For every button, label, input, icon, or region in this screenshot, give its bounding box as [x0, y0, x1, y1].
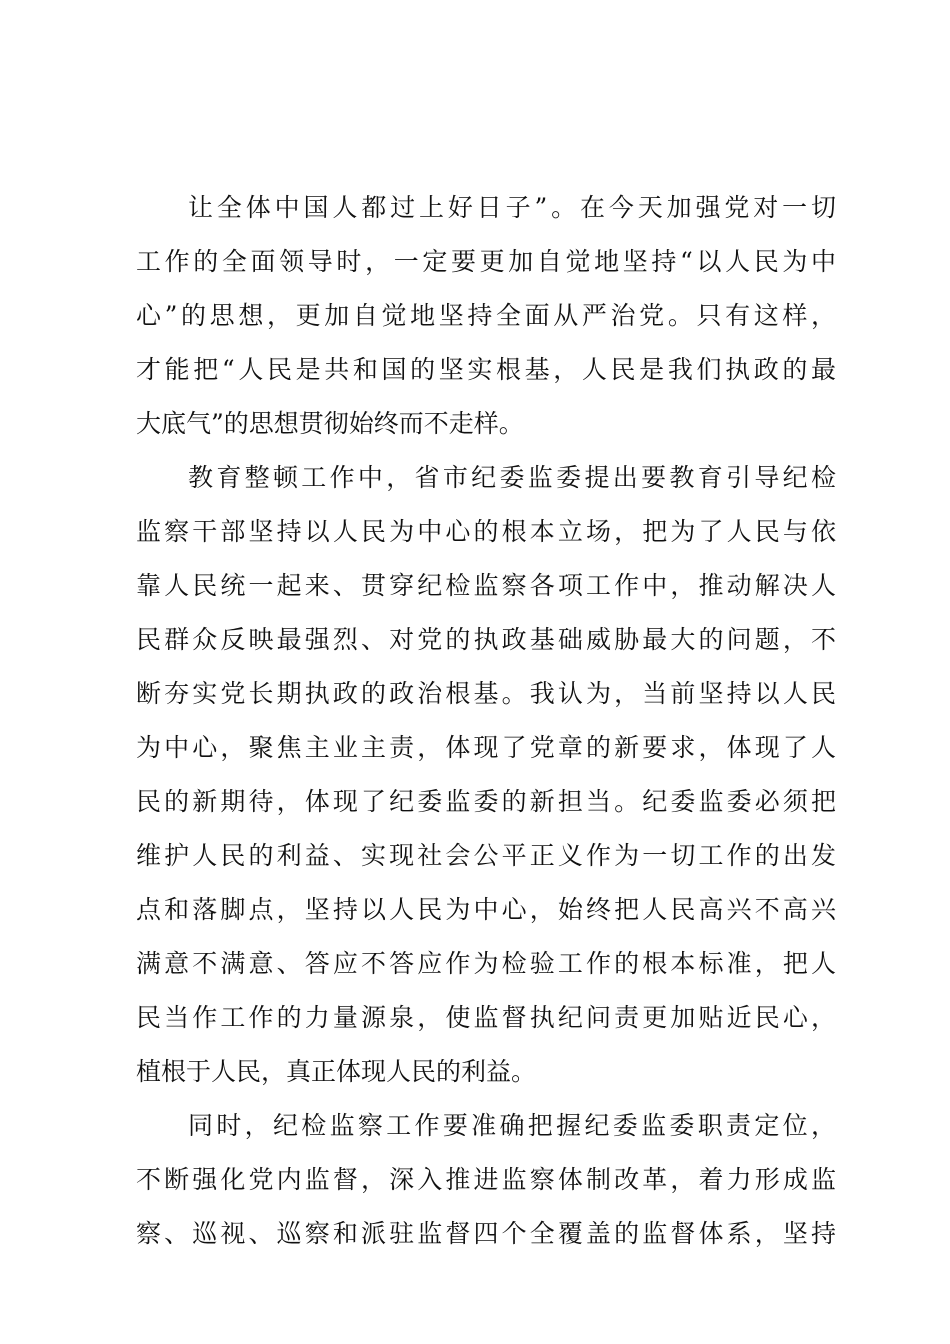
text-line: 才能把“人民是共和国的坚实根基，人民是我们执政的最 [136, 355, 836, 384]
text-line: 满意不满意、答应不答应作为检验工作的根本标准，把人 [136, 949, 836, 978]
text-line: 民的新期待，体现了纪委监委的新担当。纪委监委必须把 [136, 787, 836, 816]
text-line: 点和落脚点，坚持以人民为中心，始终把人民高兴不高兴 [136, 895, 836, 924]
text-line: 为中心，聚焦主业主责，体现了党章的新要求，体现了人 [136, 733, 836, 762]
text-line: 心”的思想，更加自觉地坚持全面从严治党。只有这样， [136, 301, 836, 330]
text-line: 民群众反映最强烈、对党的执政基础威胁最大的问题，不 [136, 625, 836, 654]
text-line: 不断强化党内监督，深入推进监察体制改革，着力形成监 [136, 1165, 836, 1194]
text-line: 监察干部坚持以人民为中心的根本立场，把为了人民与依 [136, 517, 836, 546]
text-line: 工作的全面领导时，一定要更加自觉地坚持“以人民为中 [136, 247, 836, 276]
text-line: 察、巡视、巡察和派驻监督四个全覆盖的监督体系，坚持 [136, 1219, 836, 1248]
text-line: 靠人民统一起来、贯穿纪检监察各项工作中，推动解决人 [136, 571, 836, 600]
text-line: 民当作工作的力量源泉，使监督执纪问责更加贴近民心， [136, 1003, 836, 1032]
text-line: 同时，纪检监察工作要准确把握纪委监委职责定位， [188, 1111, 836, 1140]
text-line: 维护人民的利益、实现社会公平正义作为一切工作的出发 [136, 841, 836, 870]
text-line: 植根于人民，真正体现人民的利益。 [136, 1057, 537, 1086]
text-line: 教育整顿工作中，省市纪委监委提出要教育引导纪检 [188, 463, 836, 492]
text-line: 大底气”的思想贯彻始终而不走样。 [136, 409, 524, 438]
document-body [136, 181, 836, 1261]
text-line: 让全体中国人都过上好日子”。在今天加强党对一切 [188, 193, 836, 222]
text-line: 断夯实党长期执政的政治根基。我认为，当前坚持以人民 [136, 679, 836, 708]
